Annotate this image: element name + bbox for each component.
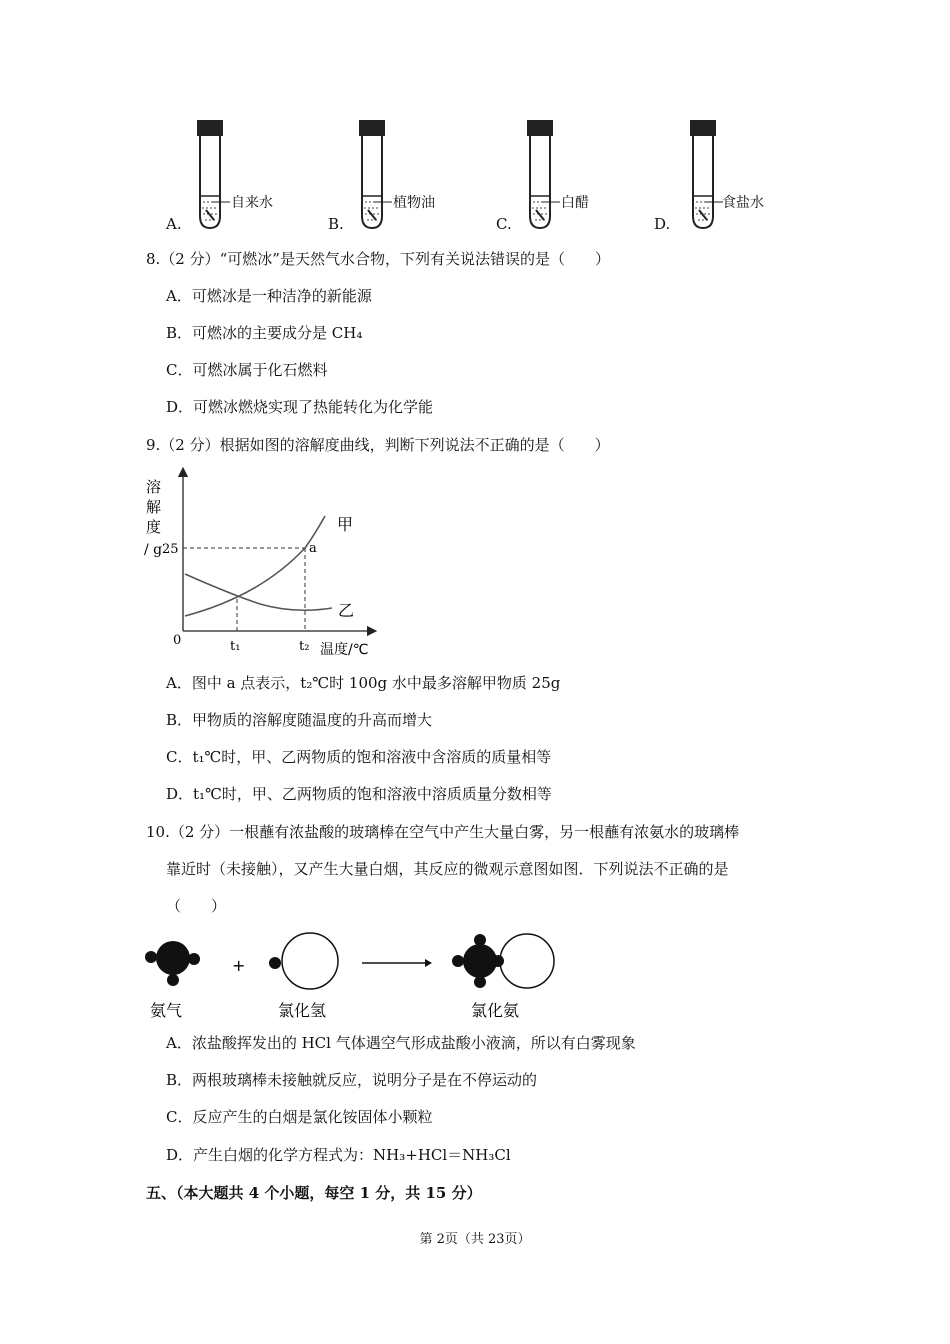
test-tube-c-icon <box>520 118 560 233</box>
q7-option-d-label: 食盐水 <box>722 195 764 211</box>
q8-option-b: B．可燃冰的主要成分是 CH₄ <box>166 324 363 342</box>
q8-option-d: D．可燃冰燃烧实现了热能转化为化学能 <box>166 398 434 416</box>
q7-option-c-letter: C. <box>496 215 512 233</box>
x-tick-t2: t₂ <box>299 639 310 654</box>
label-hcl: 氯化氢 <box>278 1001 327 1020</box>
q10-stem-line2: 靠近时（未接触），又产生大量白烟，其反应的微观示意图如图．下列说法不正确的是 <box>166 860 729 878</box>
y-label-2: 解 <box>146 498 162 516</box>
q7-option-b-letter: B. <box>328 215 344 233</box>
series-yi-curve <box>185 574 332 610</box>
q10-stem-line3: （ ） <box>166 897 227 915</box>
q8-option-c: C．可燃冰属于化石燃料 <box>166 361 328 379</box>
origin-label: 0 <box>173 633 182 648</box>
section-5-title: 五、（本大题共 4 个小题，每空 1 分，共 15 分） <box>146 1184 482 1202</box>
series-jia-label: 甲 <box>337 515 354 534</box>
q10-option-d: D．产生白烟的化学方程式为：NH₃+HCl＝NH₃Cl <box>166 1146 511 1164</box>
test-tube-b-icon <box>352 118 392 233</box>
q7-option-d-letter: D. <box>654 215 671 233</box>
y-label-3: 度 <box>146 518 162 536</box>
series-jia-curve <box>185 516 325 616</box>
q9-option-d: D．t₁℃时，甲、乙两物质的饱和溶液中溶质质量分数相等 <box>166 785 552 803</box>
page-footer: 第 2页（共 23页） <box>419 1232 531 1247</box>
q9-stem: 9.（2 分）根据如图的溶解度曲线，判断下列说法不正确的是（ ） <box>146 436 610 454</box>
q8-option-a: A．可燃冰是一种洁净的新能源 <box>166 287 372 305</box>
q10-option-b: B．两根玻璃棒未接触就反应，说明分子是在不停运动的 <box>166 1071 538 1089</box>
nh3-molecule-icon <box>145 941 200 986</box>
q10-stem-line1: 10.（2 分）一根蘸有浓盐酸的玻璃棒在空气中产生大量白雾，另一根蘸有浓氨水的玻璃棒 <box>146 823 740 841</box>
label-ammonia: 氨气 <box>150 1001 183 1020</box>
solubility-chart <box>140 466 380 666</box>
q9-option-a: A．图中 a 点表示，t₂℃时 100g 水中最多溶解甲物质 25g <box>166 674 561 692</box>
series-yi-label: 乙 <box>338 601 355 620</box>
q9-option-c: C．t₁℃时，甲、乙两物质的饱和溶液中含溶质的质量相等 <box>166 748 552 766</box>
y-label-4: / g <box>144 542 163 558</box>
test-tube-d-icon <box>683 118 723 233</box>
x-tick-t1: t₁ <box>230 639 241 654</box>
q7-option-a-label: 自来水 <box>231 195 273 211</box>
test-tube-a-icon <box>190 118 230 233</box>
nh4cl-molecule-icon <box>452 934 554 988</box>
y-label-1: 溶 <box>146 478 162 496</box>
reaction-diagram <box>140 928 570 1023</box>
hcl-molecule-icon <box>269 933 338 989</box>
q7-option-b-label: 植物油 <box>393 195 435 211</box>
label-product: 氯化氨 <box>471 1001 520 1020</box>
q9-option-b: B．甲物质的溶解度随温度的升高而增大 <box>166 711 433 729</box>
y-tick-25: 25 <box>162 542 179 557</box>
q10-option-c: C．反应产生的白烟是氯化铵固体小颗粒 <box>166 1108 433 1126</box>
plus-sign: + <box>232 956 246 975</box>
q10-option-a: A．浓盐酸挥发出的 HCl 气体遇空气形成盐酸小液滴，所以有白雾现象 <box>166 1034 636 1052</box>
point-a-label: a <box>309 541 317 556</box>
q7-option-a-letter: A. <box>166 215 182 233</box>
q7-option-c-label: 白醋 <box>561 195 589 211</box>
q8-stem: 8.（2 分）“可燃冰”是天然气水合物，下列有关说法错误的是（ ） <box>146 250 610 268</box>
x-label: 温度/℃ <box>320 642 369 658</box>
